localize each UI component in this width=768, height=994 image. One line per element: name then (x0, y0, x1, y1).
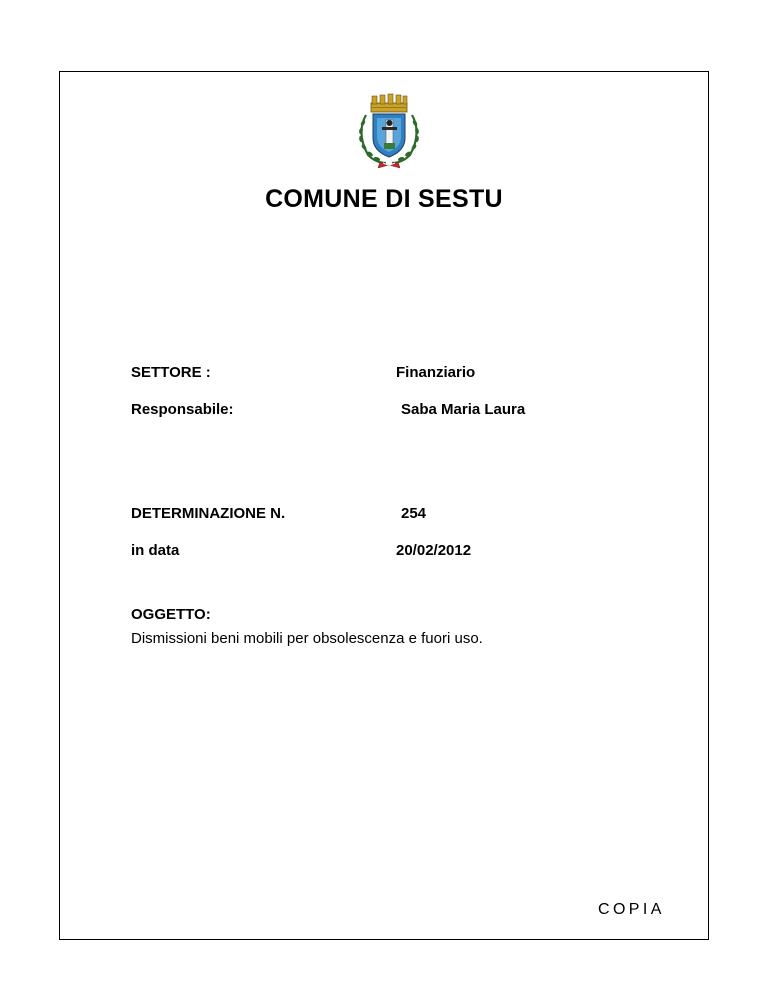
determinazione-number: 254 (401, 505, 427, 522)
date-value: 20/02/2012 (396, 542, 472, 559)
coat-of-arms-icon (344, 93, 434, 171)
subject-text: Dismissioni beni mobili per obsolescenza e fuori uso. (131, 630, 483, 647)
settore-label: SETTORE : (131, 364, 211, 381)
settore-value: Finanziario (396, 364, 476, 381)
subject-label: OGGETTO: (131, 606, 211, 623)
responsabile-value: Saba Maria Laura (401, 401, 526, 418)
responsabile-label: Responsabile: (131, 401, 234, 418)
copy-stamp: COPIA (598, 901, 665, 918)
date-label: in data (131, 542, 180, 559)
page-title: COMUNE DI SESTU (265, 185, 503, 213)
determinazione-label: DETERMINAZIONE N. (131, 505, 286, 522)
